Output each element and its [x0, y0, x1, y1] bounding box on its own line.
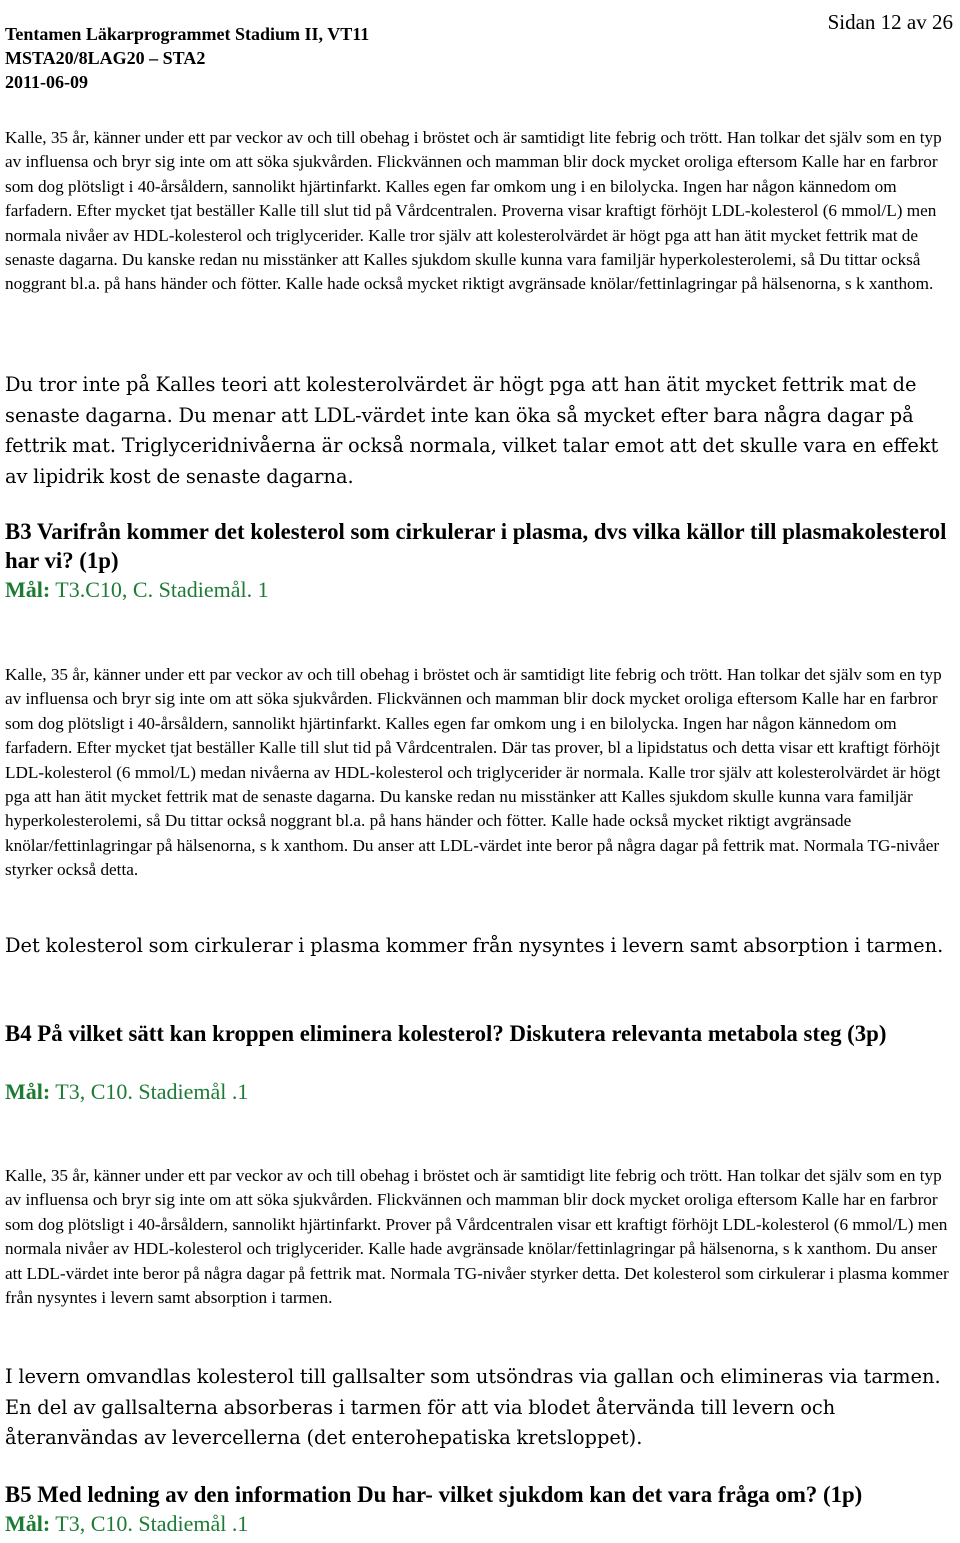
case-description-b4: Kalle, 35 år, känner under ett par veckor av och till obehag i bröstet och är samtidigt lite febrig och trött. Han tolkar det själv som en typ av influensa och bryr sig inte om att söka sjukvården. Flickvännen och mamman blir dock mycket oroliga eftersom Kalle har en farbror som dog plötsligt i 40-årsåldern, sannolikt hjärtinfarkt. Kalles egen far omkom ung i en bilolycka. Ingen har någon kännedom om farfadern. Efter mycket tjat beställer Kalle till slut tid på Vårdcentralen. Där tas prover, bl a lipidstatus och detta visar ett kraftigt förhöjt LDL-kolesterol (6 mmol/L) medan nivåerna av HDL-kolesterol och triglycerider är normala. Kalle tror själv att kolesterolvärdet är högt pga att han ätit mycket fettrik mat de senaste dagarna. Du kanske redan nu misstänker att Kalles sjukdom skulle kunna vara familjär hyperkolesterolemi, så Du tittar också noggrant bl.a. på hans händer och fötter. Kalle hade också mycket riktigt avgränsade knölar/fettinlagringar på hälsenorna, s k xanthom. Du anser att LDL-värdet inte beror på några dagar på fettrik mat. Normala TG-nivåer styrker också detta. — [5, 665, 942, 880]
case-description-b3: Kalle, 35 år, känner under ett par veckor av och till obehag i bröstet och är samtidigt lite febrig och trött. Han tolkar det själv som en typ av influensa och bryr sig inte om att söka sjukvården. Flickvännen och mamman blir dock mycket oroliga eftersom Kalle har en farbror som dog plötsligt i 40-årsåldern, sannolikt hjärtinfarkt. Kalles egen far omkom ung i en bilolycka. Ingen har någon kännedom om farfadern. Efter mycket tjat beställer Kalle till slut tid på Vårdcentralen. Proverna visar kraftigt förhöjt LDL-kolesterol (6 mmol/L) men normala nivåer av HDL-kolesterol och triglycerider. Kalle tror själv att kolesterolvärdet är högt pga att han ätit mycket fettrik mat de senaste dagarna. Du kanske redan nu misstänker att Kalles sjukdom skulle kunna vara familjär hyperkolesterolemi, så Du tittar också noggrant bl.a. på hans händer och fötter. Kalle hade också mycket riktigt avgränsade knölar/fettinlagringar på hälsenorna, s k xanthom. — [5, 128, 942, 294]
goal-label: Mål: — [5, 1079, 51, 1104]
goal-b5 — [5, 1510, 956, 1537]
page-number: Sidan 12 av 26 — [827, 10, 953, 34]
goal-value: T3.C10, C. Stadiemål. 1 — [50, 577, 269, 602]
goal-value: T3, C10. Stadiemål .1 — [50, 1079, 249, 1104]
course-code: MSTA20/8LAG20 – STA2 — [5, 48, 206, 68]
question-b5: B5 Med ledning av den information Du har- vilket sjukdom kan det vara fråga om? (1p) — [5, 1482, 863, 1507]
page-header — [5, 10, 955, 102]
case-description-b5: Kalle, 35 år, känner under ett par veckor av och till obehag i bröstet och är samtidigt lite febrig och trött. Han tolkar det själv som en typ av influensa och bryr sig inte om att söka sjukvården. Flickvännen och mamman blir dock mycket oroliga eftersom Kalle har en farbror som dog plötsligt i 40-årsåldern, sannolikt hjärtinfarkt. Prover på Vårdcentralen visar ett kraftigt förhöjt LDL-kolesterol (6 mmol/L) men normala nivåer av HDL-kolesterol och triglycerider. Kalle hade avgränsade knölar/fettinlagringar på hälsenorna, s k xanthom. Du anser att LDL-värdet inte beror på några dagar på fettrik mat. Normala TG-nivåer styrker detta. Det kolesterol som cirkulerar i plasma kommer från nysyntes i levern samt absorption i tarmen. — [5, 1166, 949, 1308]
answer-text-b4: Det kolesterol som cirkulerar i plasma kommer från nysyntes i levern samt absorption i tarmen. — [5, 934, 944, 957]
goal-b4 — [5, 1078, 956, 1105]
exam-title: Tentamen Läkarprogrammet Stadium II, VT11 — [5, 24, 370, 44]
goal-label: Mål: — [5, 577, 51, 602]
answer-text-b3: Du tror inte på Kalles teori att kolesterolvärdet är högt pga att han ätit mycket fettrik mat de senaste dagarna. Du menar att LDL-värdet inte kan öka så mycket efter bara några dagar på fettrik mat. Triglyceridnivåerna är också normala, vilket talar emot att det skulle vara en effekt av lipidrik kost de senaste dagarna. — [5, 373, 939, 488]
answer-text-b5: I levern omvandlas kolesterol till gallsalter som utsöndras via gallan och elimineras via tarmen. En del av gallsalterna absorberas i tarmen för att via blodet återvända till levern och återanvändas av levercellerna (det enterohepatiska kretsloppet). — [5, 1365, 941, 1449]
question-b3: B3 Varifrån kommer det kolesterol som cirkulerar i plasma, dvs vilka källor till plasmakolesterol har vi? (1p) — [5, 519, 947, 573]
goal-value: T3, C10. Stadiemål .1 — [50, 1511, 249, 1536]
question-b4: B4 På vilket sätt kan kroppen eliminera kolesterol? Diskutera relevanta metabola steg (3p) — [5, 1021, 887, 1046]
exam-date: 2011-06-09 — [5, 72, 88, 92]
goal-label: Mål: — [5, 1511, 51, 1536]
goal-b3 — [5, 576, 956, 603]
